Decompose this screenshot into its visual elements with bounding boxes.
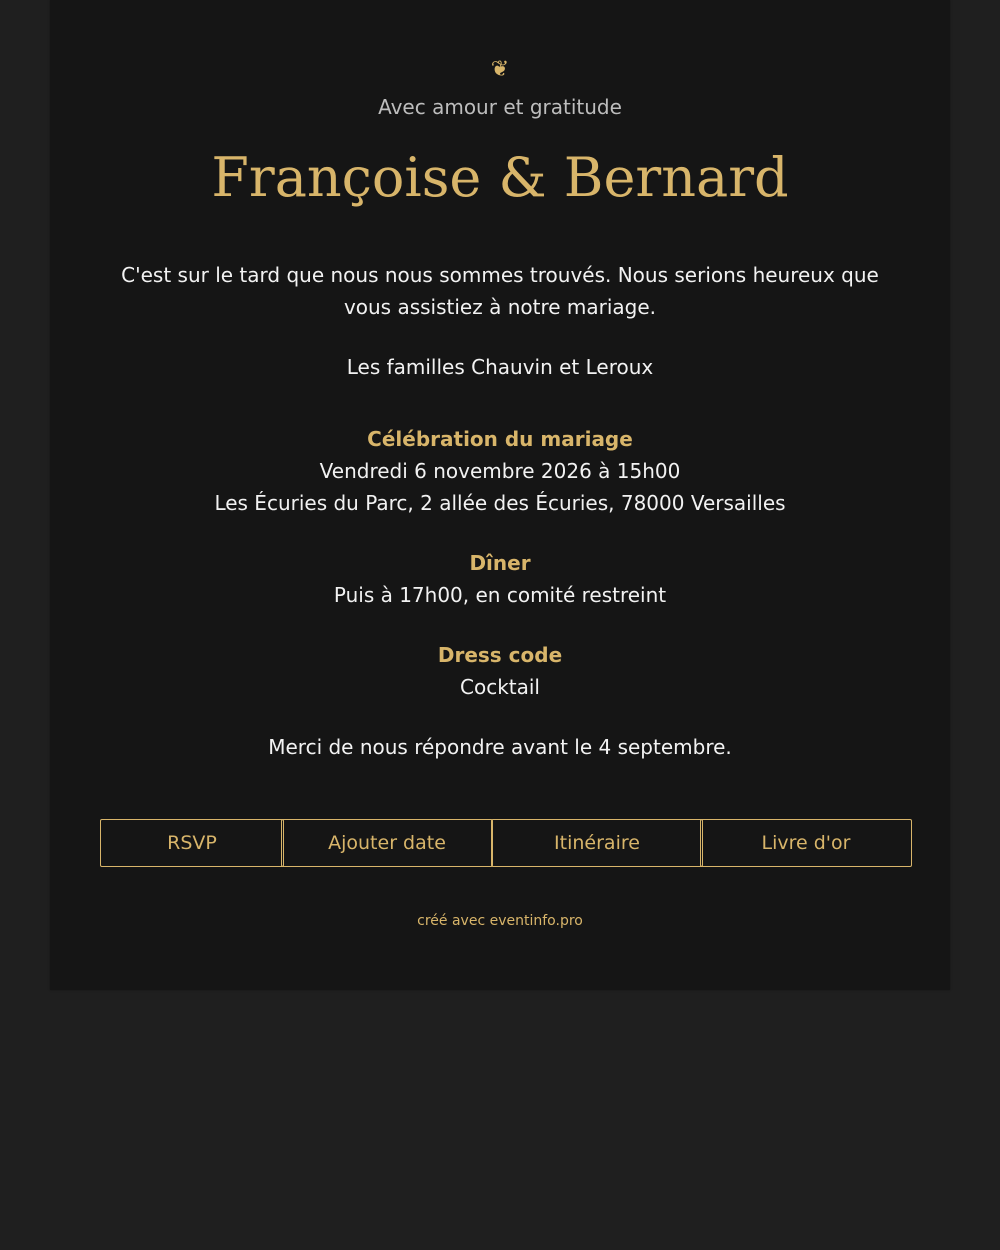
itinerary-button[interactable]: Itinéraire — [491, 819, 703, 867]
guestbook-button[interactable]: Livre d'or — [700, 819, 912, 867]
rsvp-deadline-note: Merci de nous répondre avant le 4 septembre. — [268, 735, 732, 759]
footer-credit-link[interactable]: créé avec eventinfo.pro — [417, 913, 583, 929]
ceremony-heading: Célébration du mariage — [367, 427, 633, 451]
rsvp-button[interactable]: RSVP — [100, 819, 284, 867]
ceremony-address: Les Écuries du Parc, 2 allée des Écuries, 78000 Versailles — [214, 491, 786, 515]
invitation-card — [50, 0, 950, 990]
add-date-button[interactable]: Ajouter date — [281, 819, 493, 867]
dinner-heading: Dîner — [469, 551, 531, 575]
families-line: Les familles Chauvin et Leroux — [346, 355, 654, 379]
invitation-subtitle: Avec amour et gratitude — [378, 95, 622, 119]
dinner-detail: Puis à 17h00, en comité restreint — [333, 583, 667, 607]
dress-code-heading: Dress code — [437, 643, 563, 667]
invitation-message: C'est sur le tard que nous nous sommes trouvés. Nous serions heureux que vous assistiez à notre mariage. — [121, 263, 879, 319]
floral-heart-icon: ❦ — [490, 57, 510, 82]
couple-names: Françoise & Bernard — [211, 146, 789, 209]
ceremony-date: Vendredi 6 novembre 2026 à 15h00 — [319, 459, 681, 483]
dress-code-detail: Cocktail — [460, 675, 540, 699]
